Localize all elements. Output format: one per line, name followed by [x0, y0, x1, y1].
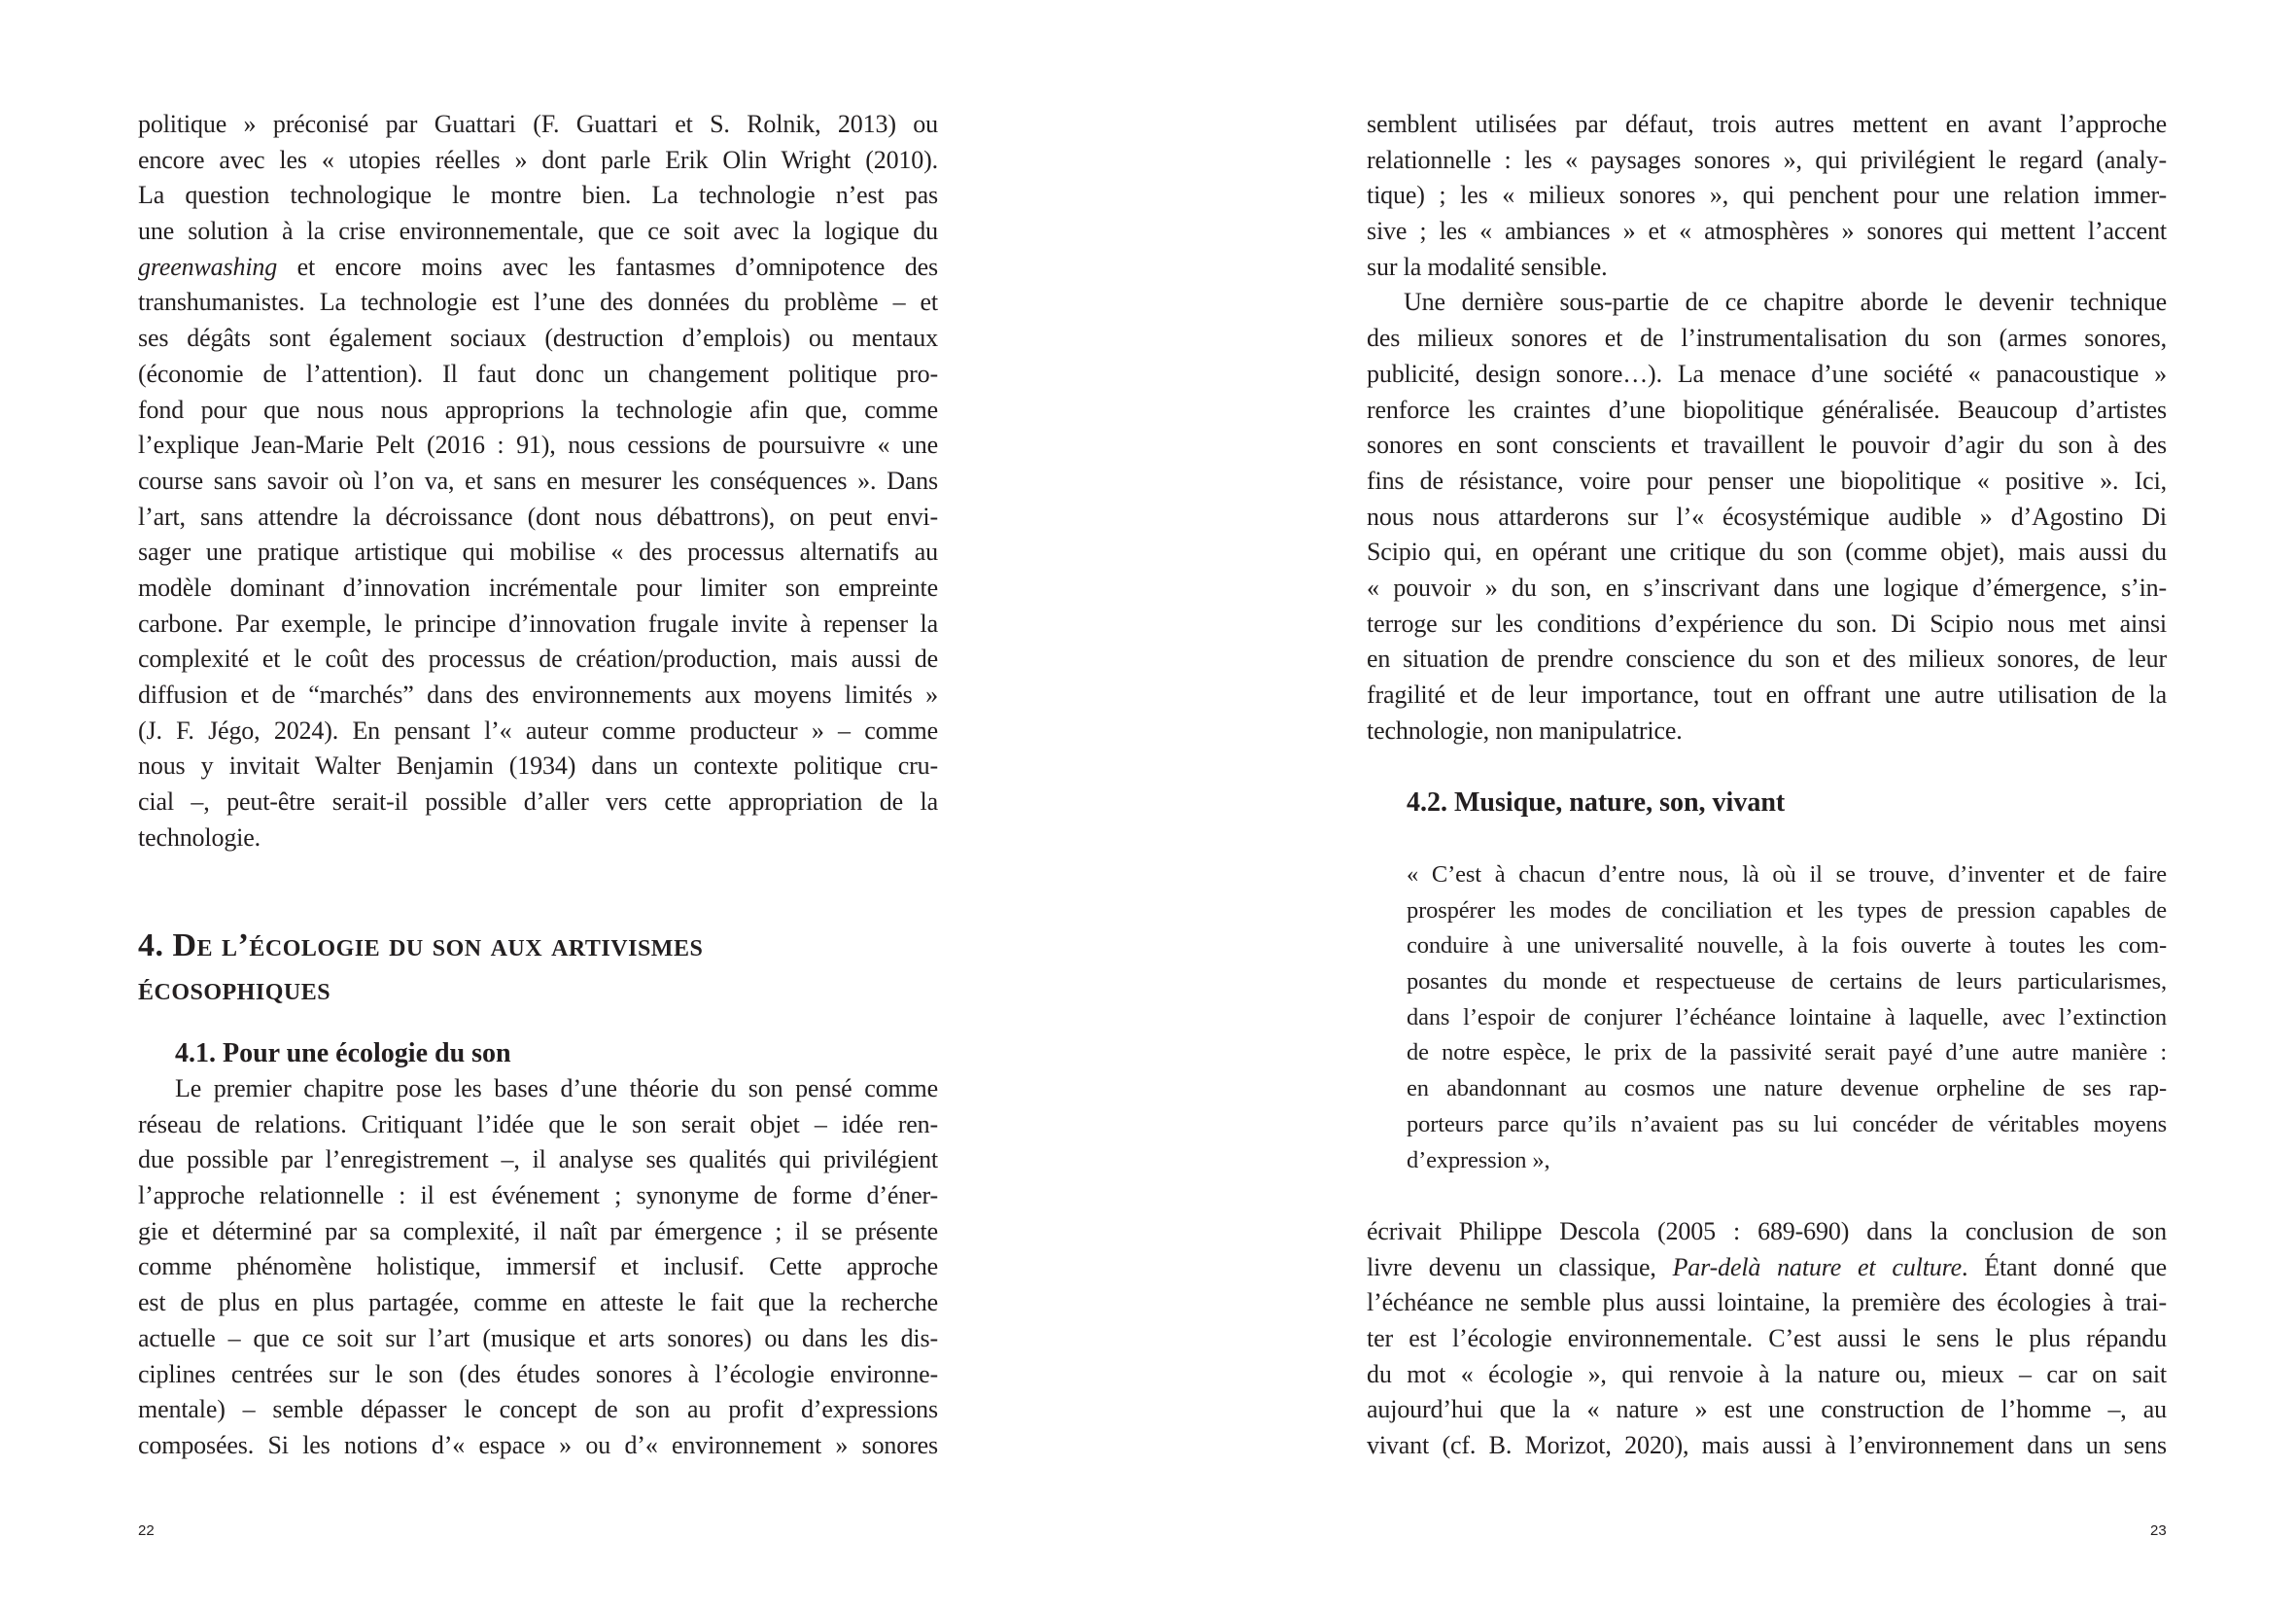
- text-segment: fond pour que nous nous approprions la technologie afin que, comme: [138, 395, 938, 424]
- text-line: [1367, 143, 2167, 179]
- text-segment: course sans savoir où l’on va, et sans en mesurer les conséquences ». Dans: [138, 466, 938, 495]
- text-line: [1367, 571, 2167, 607]
- text-line: [138, 714, 938, 750]
- text-line: [1367, 321, 2167, 357]
- text-segment: complexité et le coût des processus de création/production, mais aussi de: [138, 645, 938, 674]
- text-line: [138, 1142, 938, 1178]
- text-segment: nous nous attarderons sur l’« écosystémique audible » d’Agostino Di: [1367, 502, 2167, 531]
- paragraph: [1367, 107, 2167, 749]
- text-segment: technologie.: [138, 822, 261, 852]
- text-segment: cial –, peut-être serait-il possible d’aller vers cette appropriation de la: [138, 787, 938, 817]
- text-line: [138, 285, 938, 321]
- text-segment: due possible par l’enregistrement –, il analyse ses qualités qui privilégient: [138, 1145, 938, 1174]
- text-line: [1407, 1071, 2167, 1107]
- text-line: [138, 607, 938, 643]
- text-line: [138, 464, 938, 500]
- text-line: [138, 1107, 938, 1143]
- paragraph: [1367, 1214, 2167, 1464]
- text-line: [1407, 1107, 2167, 1143]
- text-segment: politique » préconisé par Guattari (F. Guattari et S. Rolnik, 2013) ou: [138, 110, 938, 138]
- text-segment: relationnelle : les « paysages sonores », qui privilégient le regard (analy-: [1367, 145, 2167, 174]
- text-line: [138, 821, 938, 856]
- text-line: [1367, 357, 2167, 393]
- text-segment: sive ; les « ambiances » et « atmosphères » sonores qui mettent l’accent: [1367, 217, 2167, 246]
- text-segment: en situation de prendre conscience du son et des milieux sonores, de leur: [1367, 645, 2167, 674]
- text-line: [138, 214, 938, 250]
- text-segment: écrivait Philippe Descola (2005 : 689-690) dans la conclusion de son: [1367, 1217, 2167, 1245]
- text-segment: comme phénomène holistique, immersif et inclusif. Cette approche: [138, 1252, 938, 1281]
- text-segment: transhumanistes. La technologie est l’une des données du problème – et: [138, 288, 938, 317]
- text-segment: de notre espèce, le prix de la passivité serait payé d’une autre manière :: [1407, 1039, 2167, 1066]
- text-line: [138, 1178, 938, 1214]
- text-segment: une solution à la crise environnementale, que ce soit avec la logique du: [138, 217, 938, 246]
- text-line: [138, 107, 938, 143]
- text-line: [1407, 1143, 2167, 1179]
- text-segment: et encore moins avec les fantasmes d’omnipotence des: [277, 252, 938, 281]
- text-line: [1407, 1035, 2167, 1071]
- text-line: [138, 1071, 938, 1107]
- text-segment: (J. F. Jégo, 2024). En pensant l’« auteur comme producteur » – comme: [138, 716, 938, 745]
- text-segment: porteurs parce qu’ils n’avaient pas su lui concéder de véritables moyens: [1407, 1110, 2167, 1137]
- text-segment: l’approche relationnelle : il est événement ; synonyme de forme d’éner-: [138, 1181, 938, 1210]
- text-line: [1367, 178, 2167, 214]
- text-line: [138, 1214, 938, 1250]
- text-segment: modèle dominant d’innovation incrémentale pour limiter son empreinte: [138, 573, 938, 602]
- text-segment: dans l’espoir de conjurer l’échéance lointaine à laquelle, avec l’extinction: [1407, 1003, 2167, 1031]
- text-segment: tique) ; les « milieux sonores », qui penchent pour une relation immer-: [1367, 181, 2167, 210]
- block-quote: [1407, 857, 2167, 1178]
- text-segment: terroge sur les conditions d’expérience du son. Di Scipio nous met ainsi: [1367, 609, 2167, 638]
- text-line: [1367, 250, 2167, 286]
- text-segment: des milieux sonores et de l’instrumentalisation du son (armes sonores,: [1367, 324, 2167, 353]
- text-line: [138, 571, 938, 607]
- text-segment: encore avec les « utopies réelles » dont parle Erik Olin Wright (2010).: [138, 145, 938, 174]
- text-line: [1367, 214, 2167, 250]
- text-line: [138, 250, 938, 286]
- text-segment: Scipio qui, en opérant une critique du son (comme objet), mais aussi du: [1367, 538, 2167, 567]
- text-line: [138, 642, 938, 678]
- text-segment: l’explique Jean-Marie Pelt (2016 : 91), nous cessions de poursuivre « une: [138, 431, 938, 460]
- text-line: [138, 393, 938, 429]
- text-segment: fins de résistance, voire pour penser une biopolitique « positive ». Ici,: [1367, 466, 2167, 495]
- text-segment: Une dernière sous-partie de ce chapitre aborde le devenir technique: [1404, 288, 2167, 317]
- text-line: [138, 1285, 938, 1321]
- text-segment: La question technologique le montre bien. La technologie n’est pas: [138, 181, 938, 210]
- text-segment: prospérer les modes de conciliation et les types de pression capables de: [1407, 896, 2167, 924]
- text-segment: carbone. Par exemple, le principe d’innovation frugale invite à repenser la: [138, 609, 938, 638]
- page-number: 22: [138, 1522, 155, 1539]
- text-line: [138, 785, 938, 821]
- text-segment: sager une pratique artistique qui mobilise « des processus alternatifs au: [138, 538, 938, 567]
- text-line: [1367, 1392, 2167, 1428]
- section-heading: [138, 924, 938, 1011]
- text-line: [1367, 535, 2167, 571]
- text-line: [138, 1357, 938, 1393]
- text-line: [138, 678, 938, 714]
- text-line: [1367, 500, 2167, 536]
- text-segment: « pouvoir » du son, en s’inscrivant dans une logique d’émergence, s’in-: [1367, 573, 2167, 602]
- text-line: [138, 500, 938, 536]
- text-segment: gie et déterminé par sa complexité, il naît par émergence ; il se présente: [138, 1216, 938, 1245]
- text-segment: livre devenu un classique,: [1367, 1252, 1673, 1281]
- section-heading-line: écosophiques: [138, 971, 331, 1007]
- text-line: [138, 357, 938, 393]
- text-line: [1367, 1321, 2167, 1357]
- italic-text: Par-delà nature et culture: [1672, 1252, 1963, 1281]
- paragraph: [138, 107, 938, 856]
- text-segment: fragilité et de leur importance, tout en offrant une autre utilisation de la: [1367, 681, 2167, 709]
- text-line: [1367, 1214, 2167, 1250]
- text-line: [1407, 1000, 2167, 1036]
- italic-text: greenwashing: [138, 252, 278, 281]
- text-line: [1367, 607, 2167, 643]
- subsection-heading: 4.2. Musique, nature, son, vivant: [1407, 787, 1786, 818]
- text-line: [1367, 1285, 2167, 1321]
- text-line: [138, 1428, 938, 1464]
- text-line: [1367, 1428, 2167, 1464]
- text-segment: en abandonnant au cosmos une nature devenue orpheline de ses rap-: [1407, 1075, 2167, 1102]
- text-line: [1367, 393, 2167, 429]
- text-segment: vivant (cf. B. Morizot, 2020), mais aussi à l’environnement dans un sens: [1367, 1431, 2167, 1460]
- text-line: [138, 428, 938, 464]
- text-segment: du mot « écologie », qui renvoie à la nature ou, mieux – car on sait: [1367, 1359, 2167, 1388]
- page-number: 23: [2150, 1522, 2167, 1539]
- text-segment: Le premier chapitre pose les bases d’une théorie du son pensé comme: [175, 1074, 938, 1102]
- text-line: [1407, 928, 2167, 964]
- subsection-heading: 4.1. Pour une écologie du son: [175, 1038, 511, 1068]
- text-line: [1367, 714, 2167, 750]
- text-segment: mentale) – semble dépasser le concept de son au profit d’expressions: [138, 1395, 938, 1424]
- paragraph: [138, 1071, 938, 1464]
- text-segment: « C’est à chacun d’entre nous, là où il se trouve, d’inventer et de faire: [1407, 861, 2167, 888]
- text-line: [138, 321, 938, 357]
- text-segment: diffusion et de “marchés” dans des environnements aux moyens limités »: [138, 681, 938, 709]
- text-line: [1367, 1250, 2167, 1286]
- text-line: [1367, 678, 2167, 714]
- text-line: [138, 1249, 938, 1285]
- text-segment: aujourd’hui que la « nature » est une construction de l’homme –, au: [1367, 1395, 2167, 1424]
- text-segment: renforce les craintes d’une biopolitique généralisée. Beaucoup d’artistes: [1367, 395, 2167, 424]
- text-segment: d’expression »,: [1407, 1146, 1550, 1173]
- text-line: [1407, 893, 2167, 929]
- text-line: [1367, 1357, 2167, 1393]
- text-segment: . Étant donné que: [1962, 1252, 2167, 1281]
- text-line: [1367, 285, 2167, 321]
- text-segment: technologie, non manipulatrice.: [1367, 716, 1683, 745]
- text-segment: est de plus en plus partagée, comme en atteste le fait que la recherche: [138, 1288, 938, 1317]
- text-segment: publicité, design sonore…). La menace d’une société « panacoustique »: [1367, 359, 2167, 388]
- section-heading-line: 4. De l’écologie du son aux artivismes: [138, 927, 704, 963]
- text-line: [1407, 857, 2167, 893]
- text-segment: nous y invitait Walter Benjamin (1934) dans un contexte politique cru-: [138, 751, 938, 781]
- text-line: [1367, 464, 2167, 500]
- text-line: [138, 178, 938, 214]
- text-segment: conduire à une universalité nouvelle, à la fois ouverte à toutes les com-: [1407, 932, 2167, 960]
- text-line: [138, 749, 938, 785]
- text-segment: (économie de l’attention). Il faut donc un changement politique pro-: [138, 359, 938, 388]
- text-segment: sonores en sont conscients et travaillent le pouvoir d’agir du son à des: [1367, 431, 2167, 460]
- text-segment: ciplines centrées sur le son (des études sonores à l’écologie environne-: [138, 1359, 938, 1388]
- text-segment: composées. Si les notions d’« espace » ou d’« environnement » sonores: [138, 1430, 938, 1459]
- text-segment: ses dégâts sont également sociaux (destruction d’emplois) ou mentaux: [138, 324, 938, 353]
- text-segment: semblent utilisées par défaut, trois autres mettent en avant l’approche: [1367, 110, 2167, 138]
- text-line: [138, 143, 938, 179]
- text-segment: l’échéance ne semble plus aussi lointaine, la première des écologies à trai-: [1367, 1288, 2167, 1317]
- text-segment: actuelle – que ce soit sur l’art (musique et arts sonores) ou dans les dis-: [138, 1323, 938, 1352]
- text-segment: posantes du monde et respectueuse de certains de leurs particularismes,: [1407, 968, 2167, 996]
- text-line: [1407, 964, 2167, 1000]
- text-segment: l’art, sans attendre la décroissance (dont nous débattrons), on peut envi-: [138, 502, 938, 531]
- text-segment: sur la modalité sensible.: [1367, 252, 1608, 281]
- text-line: [1367, 428, 2167, 464]
- text-line: [1367, 642, 2167, 678]
- text-line: [138, 1321, 938, 1357]
- text-segment: réseau de relations. Critiquant l’idée que le son serait objet – idée ren-: [138, 1109, 938, 1138]
- text-segment: ter est l’écologie environnementale. C’est aussi le sens le plus répandu: [1367, 1324, 2167, 1353]
- text-line: [138, 535, 938, 571]
- text-line: [138, 1392, 938, 1428]
- text-line: [1367, 107, 2167, 143]
